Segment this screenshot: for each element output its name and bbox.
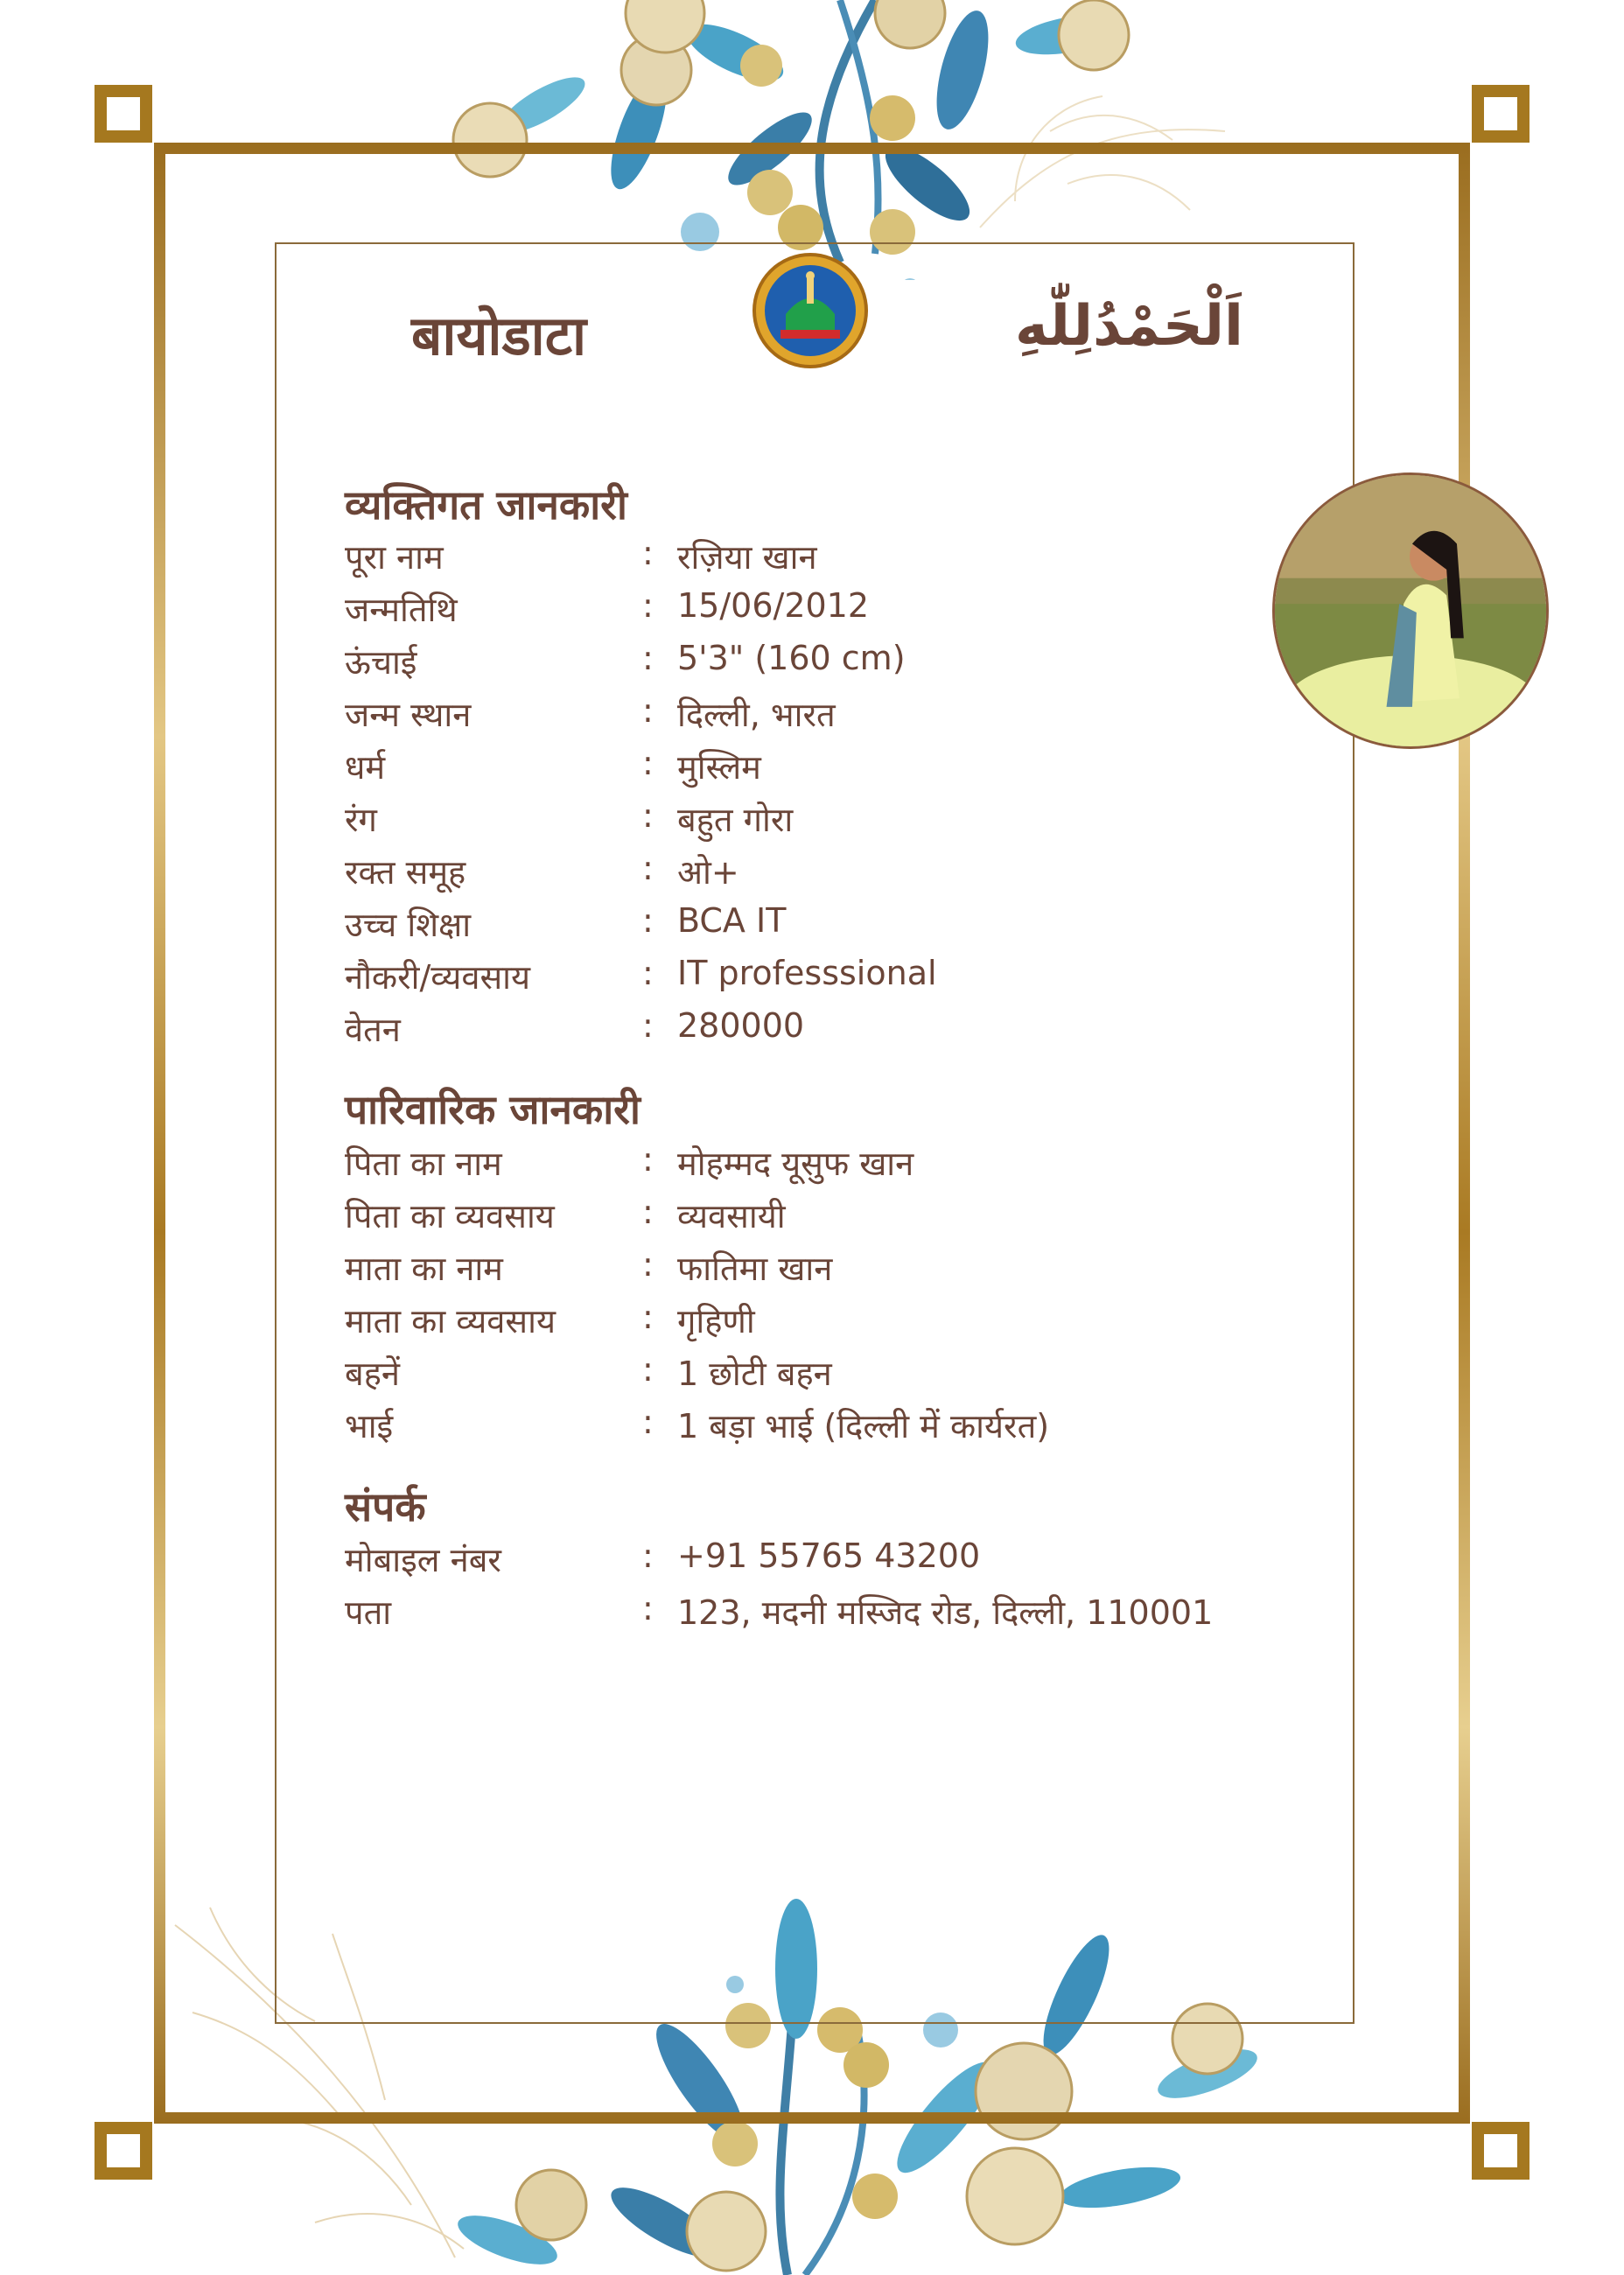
row-label: रक्त समूह bbox=[345, 853, 466, 892]
row-label: जन्म स्थान bbox=[345, 696, 472, 734]
profile-photo bbox=[1272, 472, 1549, 749]
row-label: जन्मतिथि bbox=[345, 591, 458, 629]
row-value: 1 बड़ा भाई (दिल्ली में कार्यरत) bbox=[677, 1407, 1050, 1446]
row-colon: : bbox=[642, 1245, 654, 1284]
frame-corner-top-left bbox=[94, 85, 152, 143]
bismillah-heading: اَلْحَمْدُلِلّٰهِ bbox=[1015, 294, 1243, 359]
row-colon: : bbox=[642, 534, 654, 572]
row-colon: : bbox=[642, 1589, 654, 1628]
section-heading-personal: व्यक्तिगत जानकारी bbox=[345, 481, 627, 528]
row-label: धर्म bbox=[345, 748, 386, 787]
row-colon: : bbox=[642, 1140, 654, 1179]
row-value: गृहिणी bbox=[677, 1302, 755, 1340]
row-colon: : bbox=[642, 1403, 654, 1441]
row-value: BCA IT bbox=[677, 901, 787, 940]
row-label: भाई bbox=[345, 1407, 394, 1446]
row-value: मुस्लिम bbox=[677, 748, 761, 787]
row-colon: : bbox=[642, 1193, 654, 1231]
row-value: 15/06/2012 bbox=[677, 586, 870, 625]
row-value: मोहम्मद यूसुफ खान bbox=[677, 1144, 914, 1183]
row-value: 1 छोटी बहन bbox=[677, 1354, 832, 1393]
row-label: ऊंचाई bbox=[345, 643, 417, 682]
frame-corner-bottom-right bbox=[1472, 2122, 1530, 2180]
row-value: रज़िया खान bbox=[677, 538, 817, 577]
row-value: व्यवसायी bbox=[677, 1197, 786, 1236]
row-colon: : bbox=[642, 1298, 654, 1336]
frame-corner-bottom-left bbox=[94, 2122, 152, 2180]
row-value: ओ+ bbox=[677, 853, 739, 892]
row-colon: : bbox=[642, 744, 654, 782]
row-colon: : bbox=[642, 586, 654, 625]
row-label: माता का व्यवसाय bbox=[345, 1302, 556, 1340]
row-label: बहनें bbox=[345, 1354, 400, 1393]
row-label: उच्च शिक्षा bbox=[345, 906, 472, 944]
row-value: फातिमा खान bbox=[677, 1250, 833, 1288]
row-value: +91 55765 43200 bbox=[677, 1536, 981, 1575]
section-heading-family: पारिवारिक जानकारी bbox=[345, 1086, 640, 1133]
frame-corner-top-right bbox=[1472, 85, 1530, 143]
row-colon: : bbox=[642, 796, 654, 835]
row-colon: : bbox=[642, 954, 654, 992]
row-colon: : bbox=[642, 1536, 654, 1575]
row-label: नौकरी/व्यवसाय bbox=[345, 958, 531, 997]
row-colon: : bbox=[642, 1350, 654, 1389]
row-colon: : bbox=[642, 849, 654, 887]
section-heading-contact: संपर्क bbox=[345, 1483, 426, 1530]
row-label: पिता का नाम bbox=[345, 1144, 502, 1183]
row-label: पता bbox=[345, 1593, 392, 1632]
row-label: पूरा नाम bbox=[345, 538, 444, 577]
row-value: IT professsional bbox=[677, 954, 937, 992]
row-value: 5'3" (160 cm) bbox=[677, 639, 906, 677]
row-colon: : bbox=[642, 1006, 654, 1045]
row-label: पिता का व्यवसाय bbox=[345, 1197, 555, 1236]
page-title: बायोडाटा bbox=[411, 304, 587, 368]
row-colon: : bbox=[642, 691, 654, 730]
row-value: दिल्ली, भारत bbox=[677, 696, 836, 734]
row-colon: : bbox=[642, 901, 654, 940]
row-value: 123, मदनी मस्जिद रोड, दिल्ली, 110001 bbox=[677, 1593, 1214, 1632]
row-label: मोबाइल नंबर bbox=[345, 1541, 501, 1579]
mosque-emblem-icon bbox=[751, 251, 870, 370]
row-label: माता का नाम bbox=[345, 1250, 503, 1288]
row-colon: : bbox=[642, 639, 654, 677]
row-label: रंग bbox=[345, 801, 377, 839]
row-value: बहुत गोरा bbox=[677, 801, 794, 839]
row-label: वेतन bbox=[345, 1011, 401, 1049]
row-value: 280000 bbox=[677, 1006, 805, 1045]
